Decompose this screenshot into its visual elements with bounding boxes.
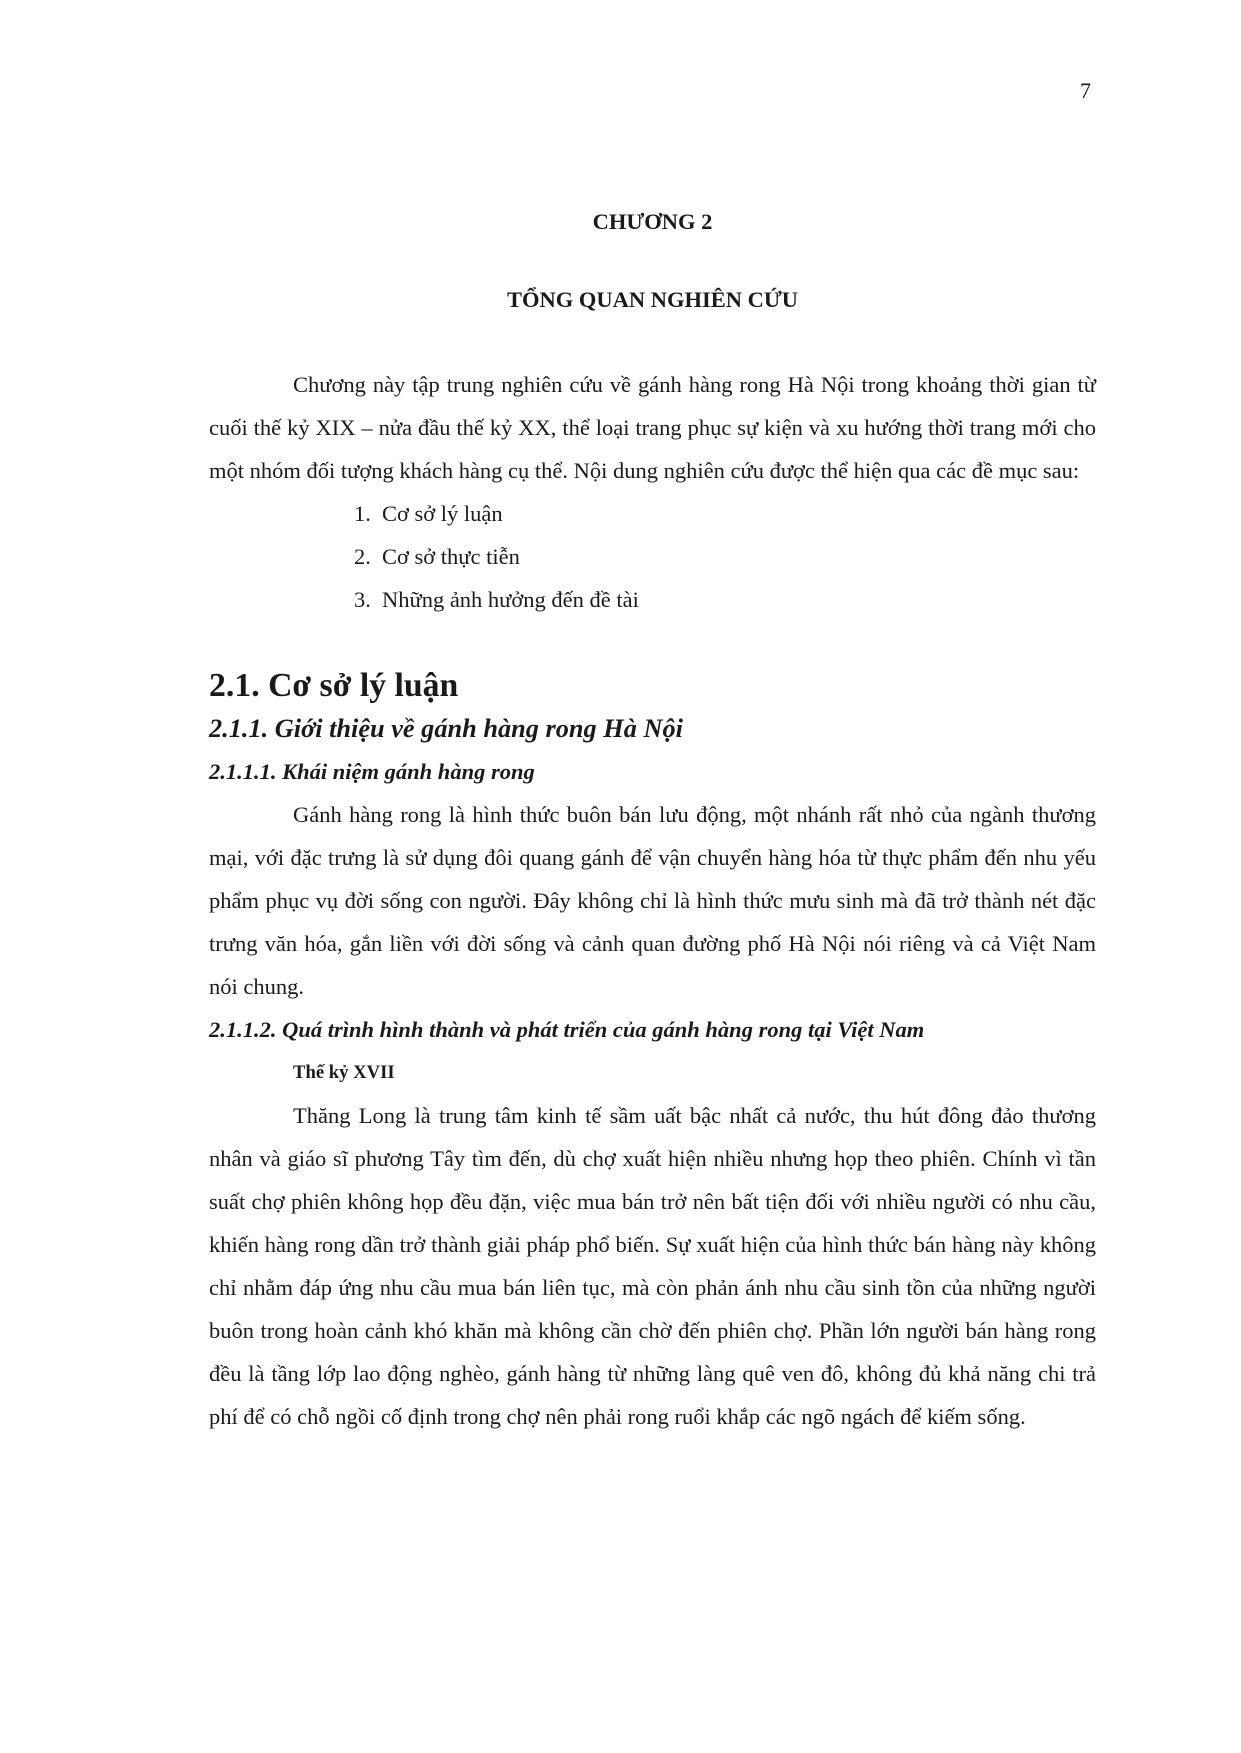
list-item-label: Cơ sở lý luận [382,501,503,526]
chapter-title: TỔNG QUAN NGHIÊN CỨU [506,287,799,312]
concept-paragraph: Gánh hàng rong là hình thức buôn bán lưu động, một nhánh rất nhỏ của ngành thương mại, với đặc trưng là sử dụng đôi quang gánh để vận chuyển hàng hóa từ thực phẩm đến nhu yếu phẩm phục vụ đời sống con người. Đây không chỉ là hình thức mưu sinh mà đã trở thành nét đặc trưng văn hóa, gắn liền với đời sống và cảnh quan đường phố Hà Nội nói riêng và cả Việt Nam nói chung. [209,802,1096,999]
topic-list [209,492,1096,621]
list-item-label: Những ảnh hưởng đến đề tài [382,587,639,612]
list-item [354,535,1096,578]
subsection-heading: 2.1.1. Giới thiệu về gánh hàng rong Hà Nội [209,714,683,743]
document-body [209,200,1096,1438]
list-item [354,578,1096,621]
list-item-label: Cơ sở thực tiễn [382,544,520,569]
list-item-number: 1. [354,501,371,526]
page-number: 7 [1080,78,1091,103]
list-item-number: 2. [354,544,371,569]
history-paragraph: Thăng Long là trung tâm kinh tế sầm uất bậc nhất cả nước, thu hút đông đảo thương nhân và giáo sĩ phương Tây tìm đến, dù chợ xuất hiện nhiều nhưng họp theo phiên. Chính vì tần suất chợ phiên không họp đều đặn, việc mua bán trở nên bất tiện đối với nhiều người có nhu cầu, khiến hàng rong dần trở thành giải pháp phổ biến. Sự xuất hiện của hình thức bán hàng này không chỉ nhằm đáp ứng nhu cầu mua bán liên tục, mà còn phản ánh nhu cầu sinh tồn của những người buôn trong hoàn cảnh khó khăn mà không cần chờ đến phiên chợ. Phần lớn người bán hàng rong đều là tầng lớp lao động nghèo, gánh hàng từ những làng quê ven đô, không đủ khả năng chi trả phí để có chỗ ngồi cố định trong chợ nên phải rong ruổi khắp các ngõ ngách để kiếm sống. [209,1103,1096,1429]
subsubsection-heading: 2.1.1.2. Quá trình hình thành và phát triển của gánh hàng rong tại Việt Nam [209,1017,925,1042]
list-item-number: 3. [354,587,371,612]
chapter-label: CHƯƠNG 2 [592,209,713,234]
subsubsection-heading: 2.1.1.1. Khái niệm gánh hàng rong [209,759,535,784]
list-item [354,492,1096,535]
section-heading: 2.1. Cơ sở lý luận [209,667,459,704]
period-heading: Thế kỷ XVII [293,1062,395,1083]
intro-paragraph: Chương này tập trung nghiên cứu về gánh hàng rong Hà Nội trong khoảng thời gian từ cuối thế kỷ XIX – nửa đầu thế kỷ XX, thể loại trang phục sự kiện và xu hướng thời trang mới cho một nhóm đối tượng khách hàng cụ thể. Nội dung nghiên cứu được thể hiện qua các đề mục sau: [209,372,1096,483]
